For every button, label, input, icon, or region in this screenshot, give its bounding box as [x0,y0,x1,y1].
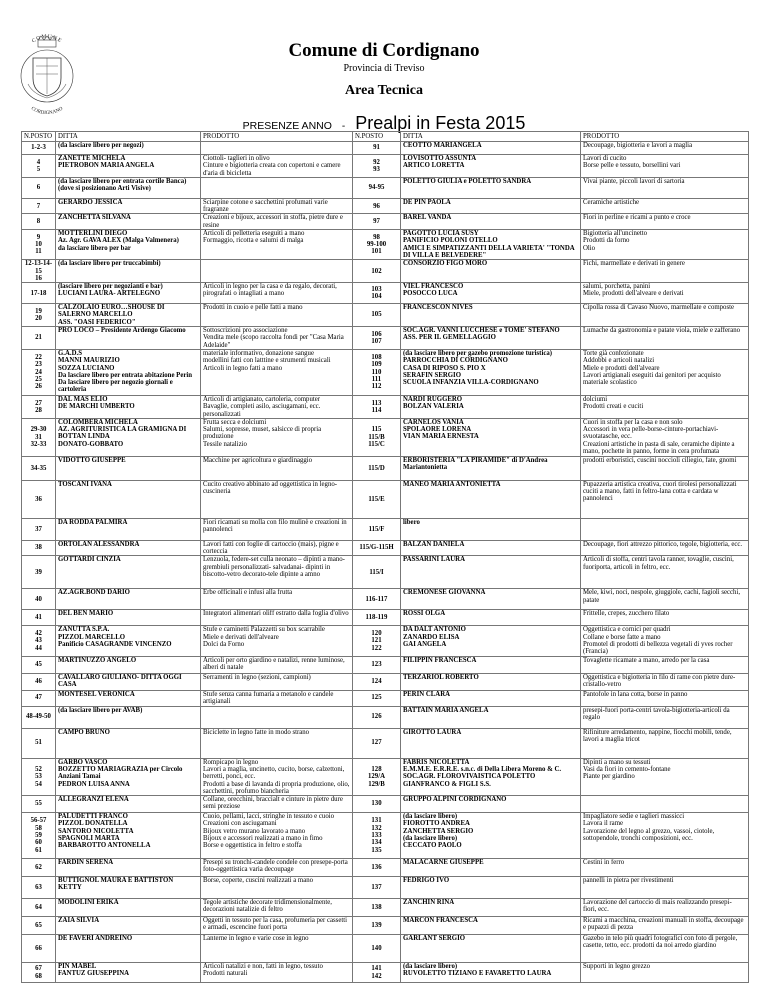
table-row [22,877,749,899]
left-product-cell: Articoli in legno per la casa e da regalo, decorati, pirografati o intagliati a mano [201,283,353,304]
left-company-cell: DE FAVERI ANDREINO [56,935,201,963]
left-company-cell: G.A.D.S MANNI MAURIZIO SOZZA LUCIANO Da lasciare libero per entrata abitazione Perin Da lasciare libero per negozio giornali e cartoleria [56,349,201,395]
table-row [22,480,749,518]
left-pos-cell: 65 [22,917,56,935]
col-header-company-right: DITTA [401,132,581,142]
province-label: Provincia di Treviso [343,63,425,74]
right-product-cell: Decoupage, fiori attrezzo pittorico, tegole, bigiotteria, ecc. [581,540,749,556]
left-pos-cell: 52 53 54 [22,758,56,795]
left-pos-cell: 48-49-50 [22,706,56,728]
left-company-cell: ALLEGRANZI ELENA [56,796,201,813]
left-pos-cell: 45 [22,656,56,673]
left-product-cell: Erbe officinali e infusi alla frutta [201,589,353,610]
table-row [22,589,749,610]
right-pos-cell: 136 [353,859,401,877]
right-product-cell: Pantofole in lana cotta, borse in panno [581,690,749,706]
left-product-cell: Rompicapo in legno Lavori a maglia, uncinetto, cucito, borse, calzettoni, berretti, ponci, ecc. Prodotti a base di lavanda di propria produzione, olio, sacchettini, profumo biancheria [201,758,353,795]
left-product-cell: Lenzuola, federe-set culla neonato – dipinti a mano- grembiuli personalizzati- salvadanai- dipinti in biscotto-vetro decorato-tele dipinte a amno [201,556,353,589]
left-company-cell: FARDIN SERENA [56,859,201,877]
left-company-cell: PRO LOCO – Presidente Ardengo Giacomo [56,327,201,350]
right-company-cell: NARDI RUGGERO BOLZAN VALERIA [401,395,581,418]
table-row [22,540,749,556]
left-product-cell: Biciclette in legno fatte in modo strano [201,728,353,758]
right-pos-cell: 115/I [353,556,401,589]
left-product-cell [201,260,353,283]
right-product-cell: Fichi, marmellate e derivati in genere [581,260,749,283]
right-pos-cell: 138 [353,899,401,917]
right-pos-cell: 115/D [353,456,401,480]
left-pos-cell: 7 [22,198,56,214]
right-product-cell: Ricami a macchina, creazioni manuali in stoffa, decoupage e pupazzi di pezza [581,917,749,935]
table-row [22,610,749,626]
right-product-cell: Bigiotteria all'uncinetto Prodotti da forno Olio [581,230,749,260]
right-company-cell: PAGOTTO LUCIA SUSY PANIFICIO POLONI OTELLO AMICI E SIMPATIZZANTI DELLA VARIETA' "TONDA DI VILLA E BELVEDERE" [401,230,581,260]
left-product-cell: Prodotti in cuoio e pelle fatti a mano [201,304,353,327]
right-company-cell: FEDRIGO IVO [401,877,581,899]
right-company-cell: ROSSI OLGA [401,610,581,626]
right-company-cell: BAREL VANDA [401,214,581,230]
crest-bottom-text: CORDIGNANO [29,106,65,117]
right-product-cell: Decoupage, bigiotteria e lavori a maglia [581,142,749,155]
left-product-cell: Presepi su tronchi-candele condele con presepe-porta foto-oggettistica varia decoupage [201,859,353,877]
right-pos-cell: 92 93 [353,155,401,178]
page-title: Comune di Cordignano [288,40,480,61]
left-pos-cell: 63 [22,877,56,899]
table-row [22,796,749,813]
left-pos-cell: 46 [22,673,56,690]
right-company-cell: GARLANT SERGIO [401,935,581,963]
left-company-cell: MONTESEL VERONICA [56,690,201,706]
right-product-cell: Oggettistica e cornici per quadri Collane e borse fatte a mano Promotel di prodotti di bellezza vegetali di yves rocher (Francia) [581,626,749,656]
table-row [22,418,749,456]
right-pos-cell: 115 115/B 115/C [353,418,401,456]
left-company-cell: ZANCHETTA SILVANA [56,214,201,230]
right-company-cell: CARNELOS VANIA SPOLAORE LORENA VIAN MARIA ERNESTA [401,418,581,456]
right-product-cell: Articoli di stoffa, centri tavola ranner, tovaglie, cuscini, fuoriporta, articoli in feltro, ecc. [581,556,749,589]
table-row [22,155,749,178]
left-pos-cell: 27 28 [22,395,56,418]
right-product-cell: Rifiniture arredamento, nappine, fiocchi mobili, tende, lavori a maglia tricot [581,728,749,758]
right-company-cell: FRANCESCON NIVES [401,304,581,327]
left-product-cell: Articoli di pelletteria eseguiti a mano Formaggio, ricotta e salumi di malga [201,230,353,260]
right-product-cell [581,796,749,813]
table-row [22,198,749,214]
left-company-cell: GOTTARDI CINZIA [56,556,201,589]
right-product-cell: dolciumi Prodotti creati e cuciti [581,395,749,418]
right-company-cell: LOVISOTTO ASSUNTA ARTICO LORETTA [401,155,581,178]
left-pos-cell: 9 10 11 [22,230,56,260]
right-pos-cell: 140 [353,935,401,963]
table-row [22,963,749,983]
table-body [22,142,749,983]
right-company-cell: GRUPPO ALPINI CORDIGNANO [401,796,581,813]
left-pos-cell: 51 [22,728,56,758]
left-pos-cell: 17-18 [22,283,56,304]
right-product-cell: Cestini in ferro [581,859,749,877]
right-pos-cell: 105 [353,304,401,327]
right-product-cell: Gazebo in telo più quadri fotografici con foto di pergole, casette, tetto, ecc. prodotti da noi arredo giardino [581,935,749,963]
right-pos-cell: 120 121 122 [353,626,401,656]
left-pos-cell: 19 20 [22,304,56,327]
left-company-cell: CAVALLARO GIULIANO- DITTA OGGI CASA [56,673,201,690]
left-pos-cell: 47 [22,690,56,706]
left-company-cell: COLOMBERA MICHELA AZ. AGRITURISTICA LA GRAMIGNA DI BOTTAN LINDA DONATO-GOBBATO [56,418,201,456]
right-pos-cell: 137 [353,877,401,899]
right-pos-cell: 123 [353,656,401,673]
left-pos-cell: 6 [22,177,56,198]
left-pos-cell: 39 [22,556,56,589]
right-product-cell: Dipinti a mano su tessuti Vasi da fiori in cemento-fontane Piante per giardino [581,758,749,795]
left-product-cell [201,706,353,728]
right-pos-cell: 126 [353,706,401,728]
right-company-cell: VIEL FRANCESCO POSOCCO LUCA [401,283,581,304]
table-row [22,349,749,395]
table-row [22,177,749,198]
right-pos-cell: 125 [353,690,401,706]
table-header [22,132,749,142]
right-pos-cell: 124 [353,673,401,690]
table-row [22,626,749,656]
left-pos-cell: 62 [22,859,56,877]
right-company-cell: FABRIS NICOLETTA E.M.M.E. E.R.R.E. s.n.c. di Della Libera Moreno & C. SOC.AGR. FLOROVIVAISTICA POLETTO GIANFRANCO & FIGLI S.S. [401,758,581,795]
right-product-cell: Fiori in perline e ricami a punto e croce [581,214,749,230]
table-row [22,518,749,540]
right-product-cell [581,518,749,540]
left-product-cell: materiale informativo, donazione sangue modellini fatti con latttine e strumenti musicali Articoli in legno fatti a mano [201,349,353,395]
left-product-cell: Frutta secca e dolciumi Salumi, sopresse, muset, salsicce di propria produzione Tessile natalizio [201,418,353,456]
right-pos-cell: 141 142 [353,963,401,983]
table-row [22,899,749,917]
right-product-cell: salumi, porchetta, panini Miele, prodotti dell'alveare e derivati [581,283,749,304]
col-header-pos-right: N.POSTO [353,132,401,142]
table-row [22,456,749,480]
right-pos-cell: 115/E [353,480,401,518]
left-pos-cell: 21 [22,327,56,350]
left-product-cell: Stufe senza canna fumaria a metanolo e candele artigianali [201,690,353,706]
left-company-cell: AZ.AGR.BOND DARIO [56,589,201,610]
right-company-cell: MANEO MARIA ANTONIETTA [401,480,581,518]
presence-label: PRESENZE ANNO [242,120,332,132]
right-company-cell: (da lasciare libero) FIOROTTO ANDREA ZANCHETTA SERGIO (da lasciare libero) CECCATO PAOLO [401,813,581,859]
table-row [22,728,749,758]
right-product-cell: Cipolla rossa di Cavaso Nuovo, marmellate e composte [581,304,749,327]
left-product-cell: Articoli natalizi e non, fatti in legno, tessuto Prodotti naturali [201,963,353,983]
right-company-cell: BATTAIN MARIA ANGELA [401,706,581,728]
left-pos-cell: 66 [22,935,56,963]
right-product-cell: pannelli in pietra per rivestimenti [581,877,749,899]
left-company-cell: ORTOLAN ALESSANDRA [56,540,201,556]
left-product-cell: Creazioni e bijoux, accessori in stoffa, pietre dure e resine [201,214,353,230]
stalls-table [21,131,749,983]
left-company-cell: ZANUTTA S.P.A. PIZZOL MARCELLO Panificio CASAGRANDE VINCENZO [56,626,201,656]
right-company-cell: (da lasciare libero) RUVOLETTO TIZIANO E FAVARETTO LAURA [401,963,581,983]
left-product-cell: Tegole artistiche decorate tridimensionalmente, decorazioni natalizie di feltro [201,899,353,917]
left-company-cell: (lasciare libero per negozianti e bar) LUCIANI LAURA- ARTELEGNO [56,283,201,304]
right-pos-cell: 113 114 [353,395,401,418]
right-pos-cell: 128 129/A 129/B [353,758,401,795]
left-company-cell: MARTINUZZO ANGELO [56,656,201,673]
right-company-cell: PASSARINI LAURA [401,556,581,589]
left-product-cell: Ciottoli- taglieri in olivo Cinture e bigiotteria creata con copertoni e camere d'aria di bicicletta [201,155,353,178]
table-row [22,758,749,795]
right-pos-cell: 94-95 [353,177,401,198]
subtitle-separator: - [341,121,346,132]
left-company-cell: BUTTIGNOL MAURA E BATTISTON KETTY [56,877,201,899]
left-product-cell: Oggetti in tessuto per la casa, profumeria per cassetti e armadi, escencine fuori porta [201,917,353,935]
left-product-cell: Articoli per orto giardino e natalizi, renne luminose, alberi di natale [201,656,353,673]
right-company-cell: MALACARNE GIUSEPPE [401,859,581,877]
left-company-cell: DA RODDA PALMIRA [56,518,201,540]
right-company-cell: POLETTO GIULIA e POLETTO SANDRA [401,177,581,198]
right-company-cell: TERZARIOL ROBERTO [401,673,581,690]
right-product-cell: Pupazzeria artistica creativa, cuori tirolesi personalizzati cuciti a mano, fatti in feltro-lana cotta e cardata w pannolenci [581,480,749,518]
table-row [22,283,749,304]
right-pos-cell: 97 [353,214,401,230]
left-pos-cell: 4 5 [22,155,56,178]
right-product-cell: prodotti erboristici, cuscini noccioli ciliegio, fate, gnomi [581,456,749,480]
left-company-cell: DEL BEN MARIO [56,610,201,626]
table-row [22,214,749,230]
right-pos-cell: 96 [353,198,401,214]
right-company-cell: FILIPPIN FRANCESCA [401,656,581,673]
right-company-cell: BALZAN DANIELA [401,540,581,556]
left-pos-cell: 40 [22,589,56,610]
left-company-cell: PALUDETTI FRANCO PIZZOL DONATELLA SANTORO NICOLETTA SPAGNOLI MARTA BARBAROTTO ANTONELLA [56,813,201,859]
right-pos-cell: 98 99-100 101 [353,230,401,260]
right-company-cell: MARCON FRANCESCA [401,917,581,935]
right-pos-cell: 115/G-115H [353,540,401,556]
table-row [22,260,749,283]
left-company-cell: (da lasciare libero per truccabimbi) [56,260,201,283]
right-pos-cell: 91 [353,142,401,155]
event-name: Prealpi in Festa 2015 [355,113,526,133]
right-pos-cell: 106 107 [353,327,401,350]
left-product-cell: Macchine per agricoltura e giardinaggio [201,456,353,480]
left-company-cell: MOTTERLINI DIEGO Az. Agr. GAVA ALEX (Malga Valmenera) da lasciare libero per bar [56,230,201,260]
left-pos-cell: 34-35 [22,456,56,480]
right-product-cell: Cuori in stoffa per la casa e non solo Accessori in vera pelle-borse-cinture-portachiavi-svuotatasche, ecc. Creazioni artistiche in pasta di sale, ceramiche dipinte a mano, pochette in panno, forme in cera profumata [581,418,749,456]
left-pos-cell: 42 43 44 [22,626,56,656]
crest-top-text: COMUNE [30,33,64,45]
left-product-cell: Lanterne in legno e varie cose in legno [201,935,353,963]
left-company-cell: (da lasciare libero per AVAB) [56,706,201,728]
right-pos-cell: 115/F [353,518,401,540]
right-company-cell: CONSORZIO FIGO MORO [401,260,581,283]
col-header-product-right: PRODOTTO [581,132,749,142]
right-pos-cell: 130 [353,796,401,813]
left-product-cell [201,142,353,155]
left-pos-cell: 22 23 24 25 26 [22,349,56,395]
right-company-cell: PERIN CLARA [401,690,581,706]
left-product-cell: Collane, orecchini, braccialt e cinture in pietre dure semi preziose [201,796,353,813]
right-pos-cell: 139 [353,917,401,935]
right-pos-cell: 102 [353,260,401,283]
left-product-cell: Lavori fatti con foglie di cartoccio (mais), pigne e corteccia [201,540,353,556]
left-product-cell: Integratori alimentari oliff estratto dalla foglia d'olivo [201,610,353,626]
right-product-cell: Supporti in legno grezzo [581,963,749,983]
left-company-cell: (da lasciare libero per entrata cortile Banca) (dove si posizionano Arti Visive) [56,177,201,198]
right-company-cell: SOC.AGR. VANNI LUCCHESE e TOME' STEFANO ASS. PER IL GEMELLAGGIO [401,327,581,350]
left-product-cell: Sciarpine cotone e sacchettini profumati varie fragranze [201,198,353,214]
left-company-cell: ZANETTE MICHELA PIETROBON MARIA ANGELA [56,155,201,178]
right-pos-cell: 127 [353,728,401,758]
col-header-pos-left: N.POSTO [22,132,56,142]
right-product-cell: Tovaglette ricamate a mano, arredo per la casa [581,656,749,673]
left-pos-cell: 36 [22,480,56,518]
left-product-cell: Cuoio, pellami, lacci, stringhe in tessuto e cuoio Creazioni con asciugamani Bijoux vetro murano lavorato a mano Bijoux e accessori realizzati a mano in fimo Borse e oggettistica in feltro e stoffa [201,813,353,859]
left-pos-cell: 55 [22,796,56,813]
left-product-cell: Serramenti in legno (sezioni, campioni) [201,673,353,690]
right-company-cell: DE PIN PAOLA [401,198,581,214]
left-company-cell: GERARDO JESSICA [56,198,201,214]
left-product-cell: Borse, coperte, cuscini realizzati a mano [201,877,353,899]
table-row [22,673,749,690]
left-pos-cell: 38 [22,540,56,556]
right-product-cell: Ceramiche artistiche [581,198,749,214]
table-row [22,556,749,589]
left-pos-cell: 37 [22,518,56,540]
table-row [22,917,749,935]
left-company-cell: GARBO VASCO BOZZETTO MARIAGRAZIA per Circolo Anziani Tamai PEDRON LUISA ANNA [56,758,201,795]
right-company-cell: CREMONESE GIOVANNA [401,589,581,610]
left-pos-cell: 12-13-14-15 16 [22,260,56,283]
left-pos-cell: 1-2-3 [22,142,56,155]
left-product-cell: Fiori ricamati su molla con filo mulinè e creazioni in pannolenci [201,518,353,540]
left-company-cell: DAL MAS ELIO DE MARCHI UMBERTO [56,395,201,418]
right-product-cell: Lavorazione del cartoccio di mais realizzando presepi- fiori, ecc. [581,899,749,917]
right-product-cell: Torte già confezionate Addobbi e articoli natalizi Miele e prodotti dell'alveare Lavori artigianali eseguiti dai genitori per acquisto materiale scolastico [581,349,749,395]
right-company-cell: ZANCHIN RINA [401,899,581,917]
department-title: Area Tecnica [345,83,423,98]
left-pos-cell: 67 68 [22,963,56,983]
right-company-cell: libero [401,518,581,540]
table-row [22,230,749,260]
table-row [22,142,749,155]
left-company-cell: TOSCANI IVANA [56,480,201,518]
right-company-cell: ERBORISTERIA "LA PIRAMIDE" di D'Andrea Mariantonietta [401,456,581,480]
table-row [22,304,749,327]
table-row [22,395,749,418]
table-row [22,859,749,877]
left-company-cell: ZAIA SILVIA [56,917,201,935]
table-row [22,690,749,706]
right-product-cell: presepi-fuori porta-centri tavola-bigiotteria-articoli da regalo [581,706,749,728]
right-product-cell: Mele, kiwi, noci, nespole, giuggiole, cachi, fagioli secchi, patate [581,589,749,610]
left-product-cell: Sottoscrizioni pro associazione Vendita mele (scopo raccolta fondi per "Casa Maria Adelaide" [201,327,353,350]
right-pos-cell: 131 132 133 134 135 [353,813,401,859]
left-pos-cell: 29-30 31 32-33 [22,418,56,456]
right-product-cell: Lumache da gastronomia e patate viola, miele e zafferano [581,327,749,350]
right-company-cell: GIROTTO LAURA [401,728,581,758]
table-row [22,935,749,963]
left-company-cell: PIN MABEL FANTUZ GIUSEPPINA [56,963,201,983]
left-pos-cell: 56-57 58 59 60 61 [22,813,56,859]
right-product-cell: Vivai piante, piccoli lavori di sartoria [581,177,749,198]
right-pos-cell: 108 109 110 111 112 [353,349,401,395]
right-company-cell: CEOTTO MARIANGELA [401,142,581,155]
table-row [22,813,749,859]
left-company-cell: (da lasciare libero per negozi) [56,142,201,155]
col-header-product-left: PRODOTTO [201,132,353,142]
right-company-cell: DA DALT ANTONIO ZANARDO ELISA GAI ANGELA [401,626,581,656]
col-header-company-left: DITTA [56,132,201,142]
left-product-cell: Stufe e caminetti Palazzetti su box scarrabile Miele e derivati dell'alveare Dolci da Forno [201,626,353,656]
right-product-cell: Impagliatore sedie e taglieri massicci Lavora il rame Lavorazione del legno al grezzo, vassoi, ciotole, sottopendole, tronchi composizioni, ecc. [581,813,749,859]
right-pos-cell: 116-117 [353,589,401,610]
left-company-cell: CAMPO BRUNO [56,728,201,758]
right-company-cell: (da lasciare libero per gazebo promozione turistica) PARROCCHIA DI CORDIGNANO CASA DI RIPOSO S. PIO X SERAFIN SERGIO SCUOLA INFANZIA VILLA-CORDIGNANO [401,349,581,395]
table-row [22,656,749,673]
left-product-cell: Cucito creativo abbinato ad oggettistica in legno-cuscineria [201,480,353,518]
left-pos-cell: 8 [22,214,56,230]
left-company-cell: CALZOLAIO EURO…SHOUSE DI SALERNO MARCELLO ASS. "OASI FEDERICO" [56,304,201,327]
table-row [22,327,749,350]
right-product-cell: Lavori di cucito Borse pelle e tessuto, borsellini vari [581,155,749,178]
right-product-cell: Oggettistica e bigiotteria in filo di rame con pietre dure-cristallo-vetro [581,673,749,690]
right-pos-cell: 118-119 [353,610,401,626]
left-product-cell [201,177,353,198]
left-company-cell: VIDOTTO GIUSEPPE [56,456,201,480]
left-pos-cell: 41 [22,610,56,626]
left-product-cell: Articoli di artigianato, cartoleria, computer Bavaglie, completi asilo, asciugamani, ecc. personalizzati [201,395,353,418]
right-product-cell: Frittelle, crepes, zucchero filato [581,610,749,626]
left-pos-cell: 64 [22,899,56,917]
table-row [22,706,749,728]
right-pos-cell: 103 104 [353,283,401,304]
left-company-cell: MODOLINI ERIKA [56,899,201,917]
